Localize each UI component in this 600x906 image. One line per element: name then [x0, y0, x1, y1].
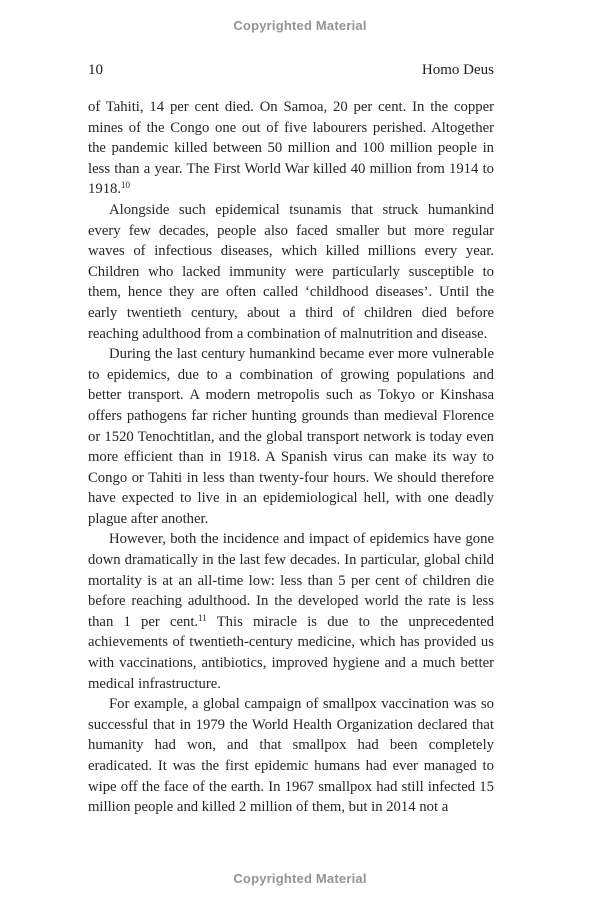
copyright-notice-top: Copyrighted Material — [233, 18, 367, 33]
footnote-ref-11: 11 — [198, 612, 207, 623]
paragraph-text: Alongside such epidemical tsunamis that struck humankind every few decades, people also faced smaller but more regular waves of infectious diseases, which killed millions every year. Children who lacked immunity were particularly susceptible to them, hence they are often called ‘childhood diseases’. Until the early twentieth century, about a third of children died before reaching adulthood from a combination of malnutrition and disease. — [88, 201, 494, 342]
paragraph-1 — [88, 97, 494, 200]
running-head-title: Homo Deus — [421, 62, 494, 78]
paragraph-text: However, both the incidence and impact of epidemics have gone down dramatically in the last few decades. In particular, global child mortality is at an all-time low: less than 5 per cent of children die before reaching adulthood. In the developed world the rate is less than 1 per cent. — [88, 531, 494, 630]
copyright-notice-bottom: Copyrighted Material — [233, 871, 367, 886]
paragraph-text: During the last century humankind became ever more vulnerable to epidemics, due to a combination of growing populations and better transport. A modern metropolis such as Tokyo or Kinshasa offers pathogens far richer hunting grounds than medieval Florence or 1520 Tenochtitlan, and the global transport network is today even more efficient than in 1918. A Spanish virus can make its way to Congo or Tahiti in less than twenty-four hours. We should therefore have expected to live in an epidemiological hell, with one deadly plague after another. — [88, 346, 494, 527]
body-text — [88, 97, 494, 818]
paragraph-text: of Tahiti, 14 per cent died. On Samoa, 20 per cent. In the copper mines of the Congo one out of five labourers perished. Altogether the pandemic killed between 50 million and 100 million people in less than a year. The First World War killed 40 million from 1914 to 1918. — [88, 99, 494, 198]
page-number: 10 — [88, 62, 103, 78]
paragraph-text: For example, a global campaign of smallpox vaccination was so successful that in 1979 the World Health Organization declared that humanity had won, and that smallpox had been completely eradicated. It was the first epidemic humans had ever managed to wipe off the face of the earth. In 1967 smallpox had still infected 15 million people and killed 2 million of them, but in 2014 not a — [88, 696, 494, 816]
footnote-ref-10: 10 — [121, 180, 131, 191]
paragraph-text: This miracle is due to the unprecedented achievements of twentieth-century medicine, which has provided us with vaccinations, antibiotics, improved hygiene and a much better medical infrastructure. — [88, 613, 494, 692]
paragraph-4 — [88, 529, 494, 694]
paragraph-5 — [88, 694, 494, 818]
paragraph-2 — [88, 200, 494, 344]
running-header — [88, 62, 494, 79]
paragraph-3 — [88, 344, 494, 529]
